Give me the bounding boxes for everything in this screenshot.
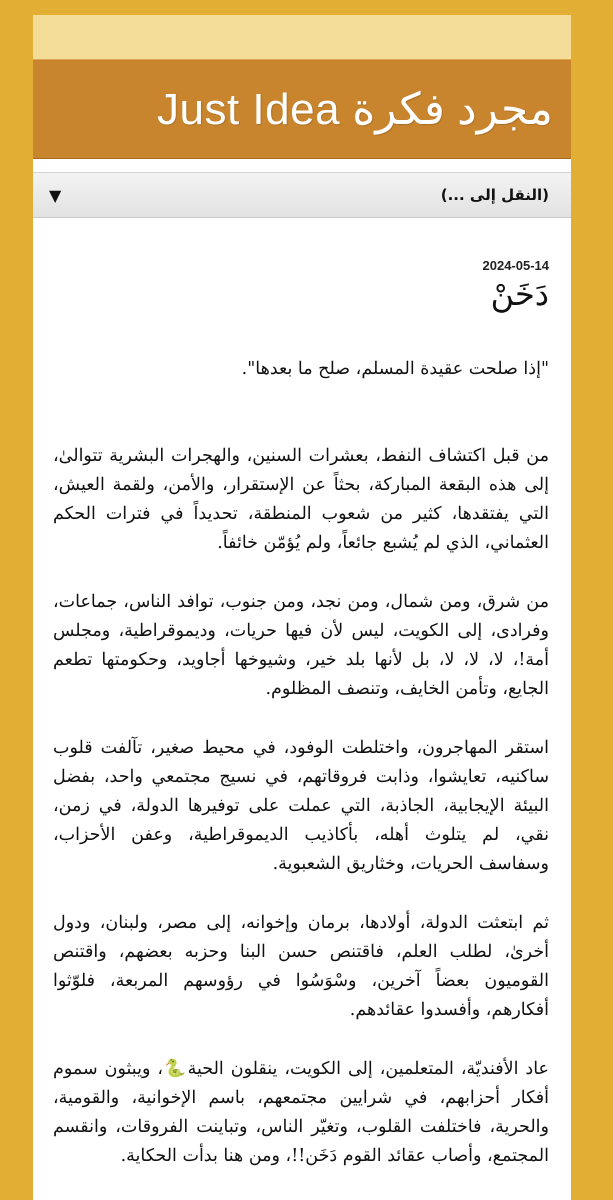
post-paragraph: استقر المهاجرون، واختلطت الوفود، في محيط صغير، تآلفت قلوب ساكنيه، تعايشوا، وذابت فروقاتهم، في نسيج مجتمعي واحد، بفضل البيئة الإيجابية، الجاذبة، التي عملت على توفيرها الدولة، في زمن، نقي، لم يتلوث أهله، بأكاذيب الديموقراطية، وعفن الأحزاب، وسفاسف الحريات، وخثاريق الشعبوية. [53, 738, 549, 875]
post-date: 2024-05-14 [482, 258, 549, 273]
navigation-label[interactable]: (النقل إلى ...) [440, 186, 549, 204]
post-paragraph: من شرق، ومن شمال، ومن نجد، ومن جنوب، توافد الناس، جماعات، وفرادى، إلى الكويت، ليس لأن فيها حريات، وديموقراطية، ومجلس أمة!، لا، لا، لا، بل لأنها بلد خير، وشيوخها أجاويد، وحكومتها تطعم الجايع، وتأمن الخايف، وتنصف المظلوم. [53, 592, 549, 700]
blog-header [33, 59, 571, 159]
post-paragraph-quote: "إذا صلحت عقيدة المسلم، صلح ما بعدها". [241, 359, 549, 380]
post-paragraph: عاد الأفنديّة، المتعلمين، إلى الكويت، ينقلون الحية🐍، ويبثون سموم أفكار أحزابهم، في شرايين مجتمعهم، باسم الإخوانية، والقومية، والحرية، فاختلفت القلوب، وتغيّر الناس، وتباينت الفروقات، وانقسم المجتمع، وأصاب عقائد القوم دَخَن!!، ومن هنا بدأت الحكاية. [53, 1059, 549, 1167]
post-paragraph: ثم ابتعثت الدولة، أولادها، برمان وإخوانه، إلى مصر، ولبنان، ودول أخرىٰ، لطلب العلم، فاقتنص حسن البنا وحزبه بعضهم، واقتنص القوميون بعضاً آخرين، وسْوَسُوا في رؤوسهم المربعة، فلوّثوا أفكارهم، وأفسدوا عقائدهم. [53, 913, 549, 1021]
post-title[interactable]: دَخَنْ [490, 275, 549, 313]
blog-title[interactable]: مجرد فكرة Just Idea [156, 84, 553, 134]
dropdown-arrow-icon[interactable]: ▼ [49, 185, 62, 205]
post-paragraph: من قبل اكتشاف النفط، بعشرات السنين، والهجرات البشرية تتوالىٰ، إلى هذه البقعة المباركة، بحثاً عن الإستقرار، والأمن، ولقمة العيش، التي يفتقدها، كثير من شعوب المنطقة، تحديداً في فترات الحكم العثماني، الذي لم يُشبع جائعاً، ولم يُؤمّن خائفاً. [53, 446, 549, 554]
blog-page [33, 15, 571, 1200]
post [33, 258, 571, 1171]
top-band [33, 15, 571, 59]
post-body [53, 355, 549, 1171]
header-gap [33, 159, 571, 172]
navigation-dropdown[interactable] [33, 172, 571, 218]
